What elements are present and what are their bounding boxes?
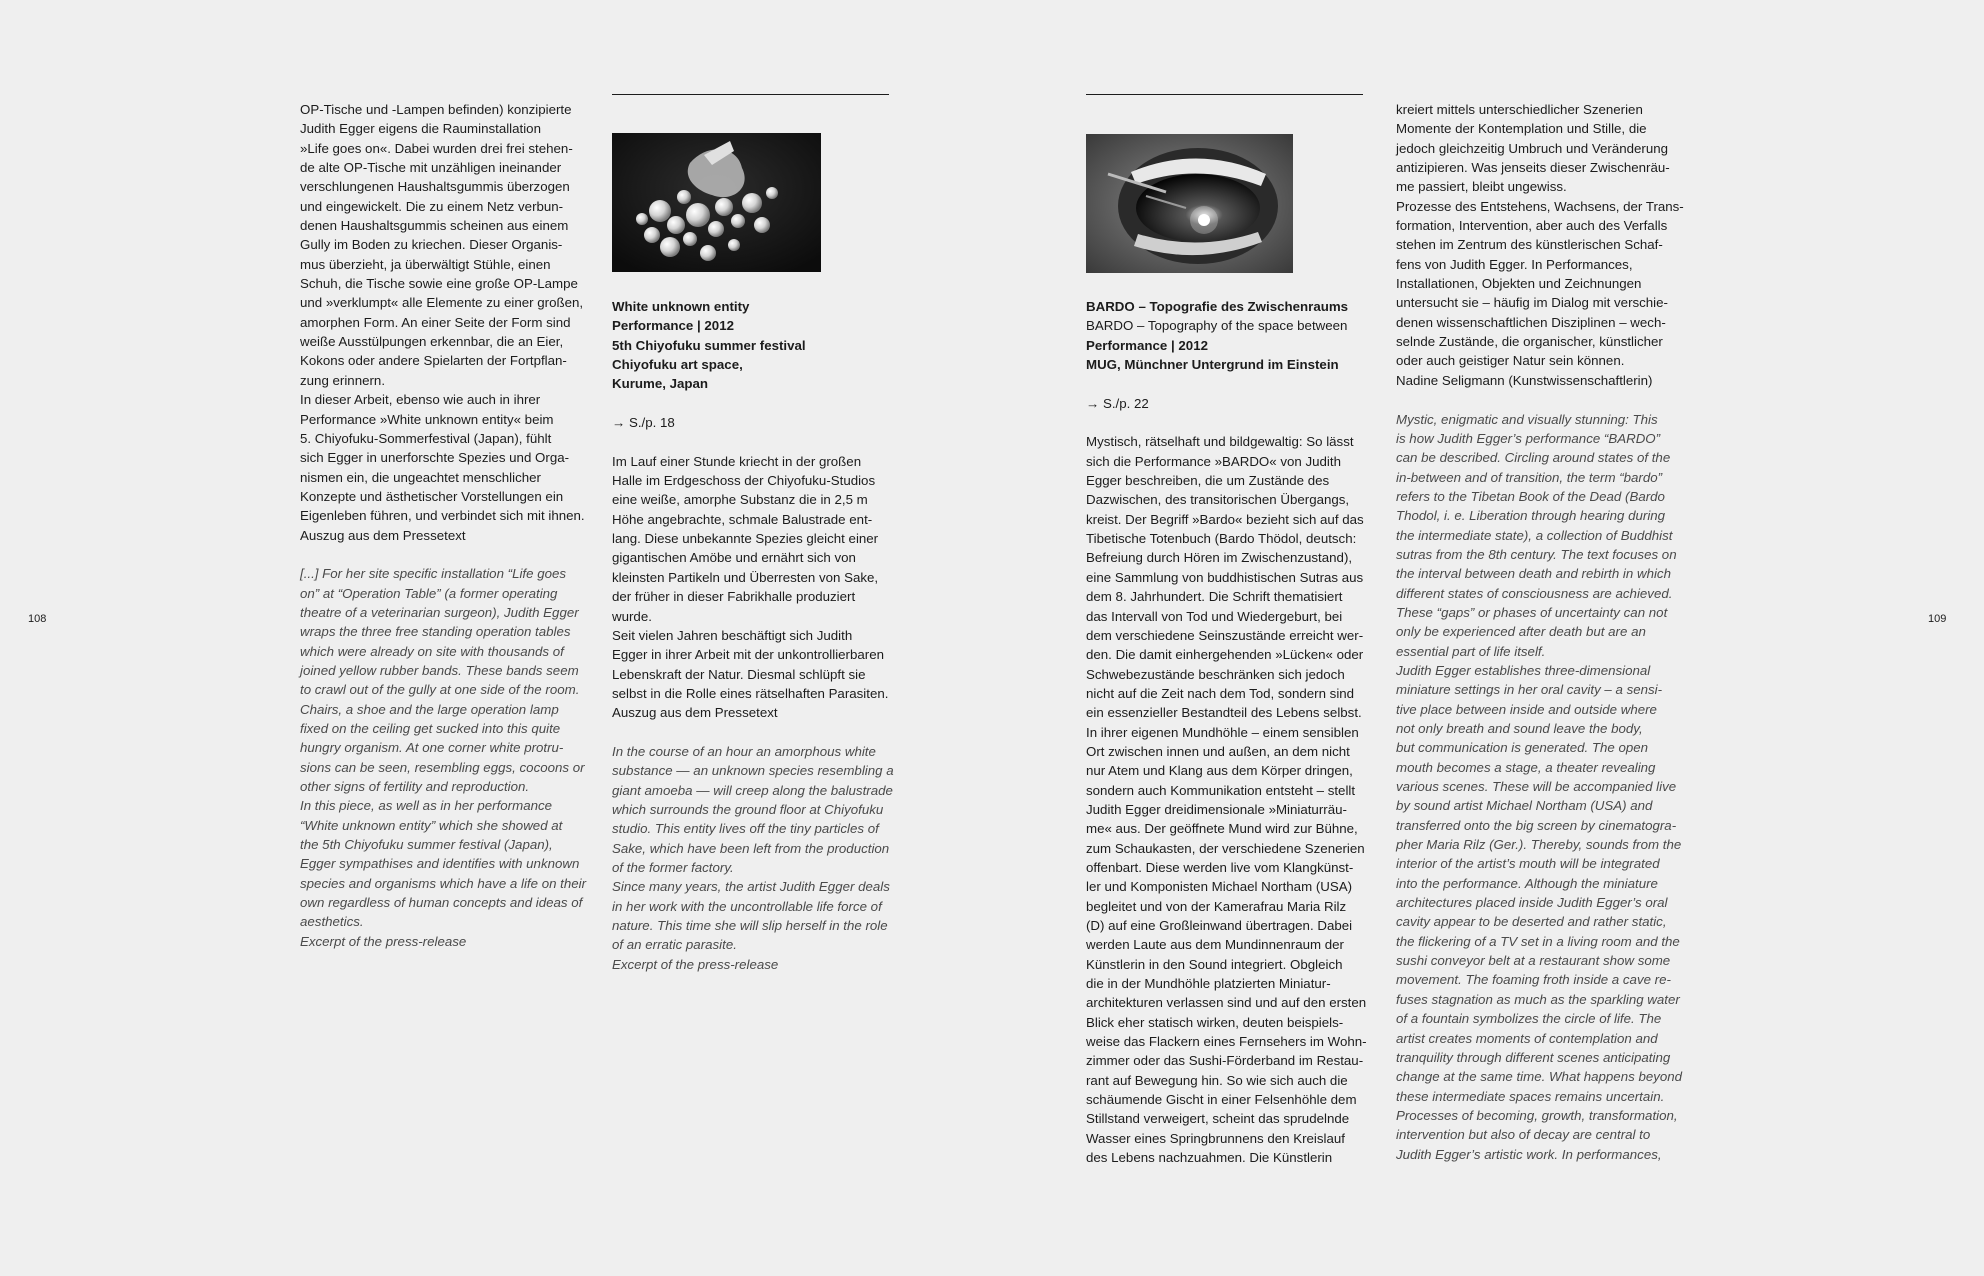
text-line: nismen ein, die ungeachtet menschlicher [300, 469, 541, 485]
text-line: untersucht sie – häufig im Dialog mit verschie- [1396, 295, 1668, 311]
text-line: begleitet und von der Kamerafrau Maria Rilz [1086, 898, 1347, 914]
text-line: Kokons oder andere Spielarten der Fortpflan- [300, 353, 567, 369]
text-line: Halle im Erdgeschoss der Chiyofuku-Studios [612, 473, 876, 489]
text-line: die in der Mundhöhle platzierten Miniatur- [1086, 976, 1331, 992]
text-line: Konzepte und ästhetischer Vorstellungen ein [300, 488, 564, 504]
text-line: mus überzieht, ja überwältigt Stühle, einen [300, 256, 551, 272]
text-line: formation, Intervention, aber auch des Verfalls [1396, 218, 1668, 234]
text-line: zum Schaukasten, der verschiedene Szenerien [1086, 840, 1365, 856]
text-line: various scenes. These will be accompanied live [1396, 779, 1677, 795]
text-line: Chairs, a shoe and the large operation lamp [300, 701, 559, 717]
text-line: hungry organism. At one corner white protru- [300, 740, 564, 756]
text-line: Schuh, die Tische sowie eine große OP-Lampe [300, 276, 578, 292]
text-line: In ihrer eigenen Mundhöhle – einem sensiblen [1086, 724, 1359, 740]
text-line: fens von Judith Egger. In Performances, [1396, 256, 1633, 272]
text-line: oder auch geistiger Natur sein können. [1396, 353, 1625, 369]
text-line: fixed on the ceiling get sucked into this quite [300, 721, 561, 736]
page-number-left: 108 [28, 613, 47, 625]
text-line: MUG, Münchner Untergrund im Einstein [1086, 357, 1339, 373]
text-line: the flickering of a TV set in a living room and the [1396, 933, 1680, 949]
text-line: kleinsten Partikeln und Überresten von Sake, [612, 569, 879, 585]
text-line: not only breath and sound leave the body, [1396, 721, 1643, 736]
text-line: lang. Diese unbekannte Spezies gleicht einer [612, 531, 879, 547]
text-line: jedoch gleichzeitig Umbruch und Veränderung [1396, 140, 1669, 156]
text-line: 5th Chiyofuku summer festival [612, 337, 806, 353]
text-line: Installationen, Objekten und Zeichnungen [1396, 276, 1642, 292]
text-line: (D) auf eine Großleinwand übertragen. Dabei [1086, 918, 1353, 933]
text-line: Gully im Boden zu kriechen. Dieser Organis- [300, 237, 563, 253]
text-line: de alte OP-Tische mit unzähligen ineinander [300, 160, 562, 176]
text-line: in-between and of transition, the term “bardo” [1396, 469, 1663, 485]
text-line: OP-Tische und -Lampen befinden) konzipierte [300, 102, 572, 117]
caption-bardo [1086, 297, 1396, 374]
text-line: tranquility through different scenes anticipating [1396, 1049, 1671, 1065]
text-line: eine Sammlung von buddhistischen Sutras aus [1086, 569, 1364, 585]
german-text [1086, 432, 1396, 1167]
text-line: denen Haushaltsgummis scheinen aus einem [300, 218, 569, 234]
page-reference: → S./p. 18 [612, 415, 675, 431]
text-line: das Intervall von Tod und Wiedergeburt, bei [1086, 608, 1343, 624]
text-line: to crawl out of the gully at one side of the room. [300, 682, 580, 698]
text-line: Lebenskraft der Natur. Diesmal schlüpft sie [612, 666, 866, 682]
text-line: Künstlerin in den Sound integriert. Obgleich [1086, 956, 1343, 972]
text-line: Chiyofuku art space, [612, 357, 743, 373]
text-line: Mystic, enigmatic and visually stunning: This [1396, 411, 1658, 427]
text-line: Excerpt of the press-release [612, 956, 779, 972]
text-line: kreist. Der Begriff »Bardo« bezieht sich auf das [1086, 511, 1364, 527]
text-line: Stillstand verweigert, scheint das sprudelnde [1086, 1111, 1350, 1127]
text-line: pher Maria Rilz (Ger.). Thereby, sounds from the [1396, 837, 1682, 853]
text-line: und eingewickelt. Die zu einem Netz verbun- [300, 198, 564, 214]
english-text [612, 742, 912, 974]
text-line: zimmer oder das Sushi-Förderband im Restau- [1086, 1053, 1364, 1069]
text-line: me« aus. Der geöffnete Mund wird zur Bühne, [1086, 821, 1358, 837]
text-line: transferred onto the big screen by cinematogra- [1396, 817, 1677, 833]
text-line: sich Egger in unerforschte Spezies und Orga- [300, 450, 570, 466]
text-line: Egger in ihrer Arbeit mit der unkontrollierbaren [612, 647, 884, 663]
text-line: eine weiße, amorphe Substanz die in 2,5 m [612, 492, 868, 508]
text-line: Seit vielen Jahren beschäftigt sich Judith [612, 627, 853, 643]
text-line: artist creates moments of contemplation and [1396, 1030, 1658, 1046]
text-line: intervention but also of decay are central to [1396, 1127, 1651, 1143]
text-line: essential part of life itself. [1396, 643, 1546, 659]
text-line: sushi conveyor belt at a restaurant show some [1396, 953, 1671, 969]
text-line: of a fountain symbolizes the circle of life. The [1396, 1011, 1662, 1027]
text-line: in her work with the uncontrollable life force of [612, 898, 882, 914]
text-line: sondern auch Kommunikation entsteht – stellt [1086, 782, 1356, 798]
page-number-right: 109 [1928, 613, 1947, 625]
text-line: substance — an unknown species resembling a [612, 763, 894, 779]
text-line: aesthetics. [300, 914, 364, 930]
text-line: In dieser Arbeit, ebenso wie auch in ihrer [300, 392, 541, 408]
rule-line [1086, 94, 1363, 95]
text-line: nicht auf die Zeit nach dem Tod, sondern sind [1086, 685, 1355, 701]
text-line: which were already on site with thousands of [300, 643, 564, 659]
text-line: these intermediate spaces remains uncertain. [1396, 1088, 1665, 1104]
text-line: change at the same time. What happens beyond [1396, 1069, 1683, 1085]
text-line: dem 8. Jahrhundert. Die Schrift thematisiert [1086, 589, 1343, 605]
text-line: of the former factory. [612, 859, 734, 875]
text-line: only be experienced after death but are an [1396, 624, 1646, 640]
text-line: Egger beschreiben, die um Zustände des [1086, 473, 1330, 489]
text-line: stehen im Zentrum des künstlerischen Schaf- [1396, 237, 1663, 253]
text-line: by sound artist Michael Northam (USA) and [1396, 798, 1653, 814]
text-line: Auszug aus dem Pressetext [300, 527, 466, 543]
text-line: Auszug aus dem Pressetext [612, 705, 778, 721]
text-line: In the course of an hour an amorphous white [612, 743, 876, 759]
text-line: Sake, which have been left from the production [612, 840, 890, 856]
text-line: sich die Performance »BARDO« von Judith [1086, 453, 1341, 469]
text-line: Mystisch, rätselhaft und bildgewaltig: So lässt [1086, 434, 1354, 450]
text-line: wurde. [612, 608, 652, 624]
text-line: the 5th Chiyofuku summer festival (Japan), [300, 837, 553, 853]
text-line: Schwebezustände beschränken sich jedoch [1086, 666, 1345, 682]
text-line: ein essenzieller Bestandteil des Lebens selbst. [1086, 705, 1362, 721]
text-line: Dazwischen, des transitorischen Übergangs, [1086, 492, 1350, 508]
text-line: Momente der Kontemplation und Stille, die [1396, 121, 1647, 137]
text-line: architekturen verlassen sind und auf den ersten [1086, 995, 1367, 1011]
text-line: weise das Flackern eines Fernsehers im Wohn- [1086, 1034, 1367, 1050]
text-line: Processes of becoming, growth, transformation, [1396, 1107, 1678, 1123]
text-line: of an erratic parasite. [612, 937, 737, 953]
text-line: denen wissenschaftlichen Disziplinen – wech- [1396, 314, 1666, 330]
text-line: Wasser eines Springbrunnens den Kreislauf [1086, 1130, 1345, 1146]
text-line: rant auf Bewegung hin. So wie sich auch die [1086, 1072, 1348, 1088]
text-line: studio. This entity lives off the tiny particles of [612, 821, 879, 837]
text-line: BARDO – Topography of the space between [1086, 318, 1348, 334]
text-line: Since many years, the artist Judith Egger deals [612, 879, 890, 895]
text-line: which surrounds the ground floor at Chiyofuku [612, 801, 884, 817]
text-line: movement. The foaming froth inside a cave re- [1396, 972, 1671, 988]
text-line: interior of the artist’s mouth will be integrated [1396, 856, 1660, 872]
text-line: 5. Chiyofuku-Sommerfestival (Japan), fühlt [300, 430, 552, 446]
english-text [300, 564, 600, 951]
text-line: Höhe angebrachte, schmale Balustrade ent- [612, 511, 873, 527]
text-line: werden Laute aus dem Mundinnenraum der [1086, 937, 1344, 953]
text-line: Excerpt of the press-release [300, 933, 467, 949]
photo-white-unknown-entity [612, 133, 821, 272]
text-line: Judith Egger eigens die Rauminstallation [300, 121, 541, 137]
text-line: Judith Egger establishes three-dimensional [1396, 662, 1651, 678]
text-line: [...] For her site specific installation “Life goes [300, 566, 567, 582]
text-line: Kurume, Japan [612, 376, 709, 392]
text-line: tive place between inside and outside where [1396, 701, 1657, 717]
text-line: weiße Ausstülpungen erkennbar, die an Eier, [300, 334, 564, 350]
english-text [1396, 410, 1696, 1164]
text-line: Egger sympathises and identifies with unknown [300, 856, 580, 872]
text-line: Blick eher statisch wirken, deuten beispiels- [1086, 1014, 1344, 1030]
text-line: verschlungenen Haushaltsgummis überzogen [300, 179, 570, 195]
text-line: des Lebens nachzuahmen. Die Künstlerin [1086, 1150, 1333, 1166]
german-text [1396, 100, 1696, 390]
text-line: gigantischen Amöbe und ernährt sich von [612, 550, 856, 566]
text-line: species and organisms which have a life on their [300, 875, 587, 891]
text-line: Eigenleben führen, und verbindet sich mit ihnen. [300, 508, 585, 524]
text-line: sutras from the 8th century. The text focuses on [1396, 546, 1677, 562]
column-4 [1396, 100, 1696, 1164]
text-line: into the performance. Although the miniature [1396, 875, 1658, 891]
text-line: Judith Egger’s artistic work. In performances, [1396, 1146, 1662, 1162]
text-line: but communication is generated. The open [1396, 740, 1649, 756]
text-line: selbst in die Rolle eines rätselhaften Parasiten. [612, 685, 889, 701]
text-line: Judith Egger dreidimensionale »Miniaturräu- [1086, 801, 1347, 817]
text-line: Thodol, i. e. Liberation through hearing during [1396, 508, 1666, 524]
column-3 [1086, 297, 1396, 1167]
column-2 [612, 297, 912, 974]
text-line: can be described. Circling around states of the [1396, 450, 1671, 466]
column-1 [300, 100, 600, 951]
text-line: These “gaps” or phases of uncertainty can not [1396, 604, 1668, 620]
german-text [300, 100, 600, 545]
text-line: refers to the Tibetan Book of the Dead (Bardo [1396, 488, 1665, 504]
text-line: the intermediate state), a collection of Buddhist [1396, 527, 1673, 543]
text-line: der früher in dieser Fabrikhalle produziert [612, 589, 856, 605]
text-line: White unknown entity [612, 299, 750, 314]
page-reference: → S./p. 22 [1086, 395, 1149, 411]
text-line: different states of consciousness are achieved. [1396, 585, 1673, 601]
text-line: dem verschiedene Seinszustände erreicht wer- [1086, 627, 1364, 643]
text-line: giant amoeba — will creep along the balustrade [612, 782, 893, 798]
text-line: on” at “Operation Table” (a former operating [300, 585, 558, 601]
text-line: other signs of fertility and reproduction. [300, 779, 530, 795]
photo-bardo [1086, 134, 1293, 273]
text-line: architectures placed inside Judith Egger’s oral [1396, 895, 1668, 911]
text-line: Im Lauf einer Stunde kriecht in der großen [612, 453, 862, 469]
text-line: kreiert mittels unterschiedlicher Szenerien [1396, 102, 1643, 117]
text-line: Tibetische Totenbuch (Bardo Thödol, deutsch: [1086, 531, 1357, 547]
text-line: “White unknown entity” which she showed at [300, 817, 563, 833]
text-line: offenbart. Diese werden live vom Klangkünst- [1086, 859, 1354, 875]
text-line: zung erinnern. [300, 372, 386, 388]
text-line: schäumende Gischt in einer Felsenhöhle dem [1086, 1092, 1357, 1108]
text-line: sions can be seen, resembling eggs, cocoons or [300, 759, 585, 775]
text-line: Ort zwischen innen und außen, an dem nicht [1086, 743, 1350, 759]
text-line: den. Die damit einhergehenden »Lücken« oder [1086, 647, 1364, 663]
text-line: amorphen Form. An einer Seite der Form sind [300, 314, 571, 330]
text-line: own regardless of human concepts and ideas of [300, 895, 583, 911]
text-line: joined yellow rubber bands. These bands seem [300, 662, 579, 678]
text-line: Performance | 2012 [1086, 337, 1208, 353]
text-line: In this piece, as well as in her performance [300, 798, 553, 814]
text-line: cavity appear to be deserted and rather static, [1396, 914, 1667, 930]
text-line: Nadine Seligmann (Kunstwissenschaftlerin) [1396, 372, 1653, 388]
text-line: mouth becomes a stage, a theater revealing [1396, 759, 1656, 775]
text-line: Performance | 2012 [612, 318, 734, 334]
text-line: antizipieren. Was jenseits dieser Zwischenräu- [1396, 160, 1670, 176]
german-text [612, 452, 912, 723]
text-line: ler und Komponisten Michael Northam (USA) [1086, 879, 1353, 895]
text-line: nature. This time she will slip herself in the role [612, 918, 888, 933]
text-line: miniature settings in her oral cavity – a sensi- [1396, 682, 1663, 698]
text-line: me passiert, bleibt ungewiss. [1396, 179, 1567, 195]
text-line: the interval between death and rebirth in which [1396, 566, 1671, 582]
text-line: nur Atem und Klang aus dem Körper dringen, [1086, 763, 1353, 779]
caption-white-unknown-entity [612, 297, 912, 394]
text-line: BARDO – Topografie des Zwischenraums [1086, 299, 1349, 314]
text-line: fuses stagnation as much as the sparkling water [1396, 991, 1680, 1007]
text-line: theatre of a veterinarian surgeon), Judith Egger [300, 604, 579, 620]
text-line: is how Judith Egger’s performance “BARDO” [1396, 430, 1661, 446]
text-line: Prozesse des Entstehens, Wachsens, der Trans- [1396, 198, 1684, 214]
text-line: wraps the three free standing operation tables [300, 624, 571, 640]
text-line: »Life goes on«. Dabei wurden drei frei stehen- [300, 140, 573, 156]
text-line: Befreiung durch Hören im Zwischenzustand), [1086, 550, 1353, 566]
text-line: selnde Zustände, die organischer, künstlicher [1396, 334, 1663, 350]
text-line: und »verklumpt« alle Elemente zu einer großen, [300, 295, 584, 311]
text-line: Performance »White unknown entity« beim [300, 411, 554, 427]
rule-line [612, 94, 889, 95]
